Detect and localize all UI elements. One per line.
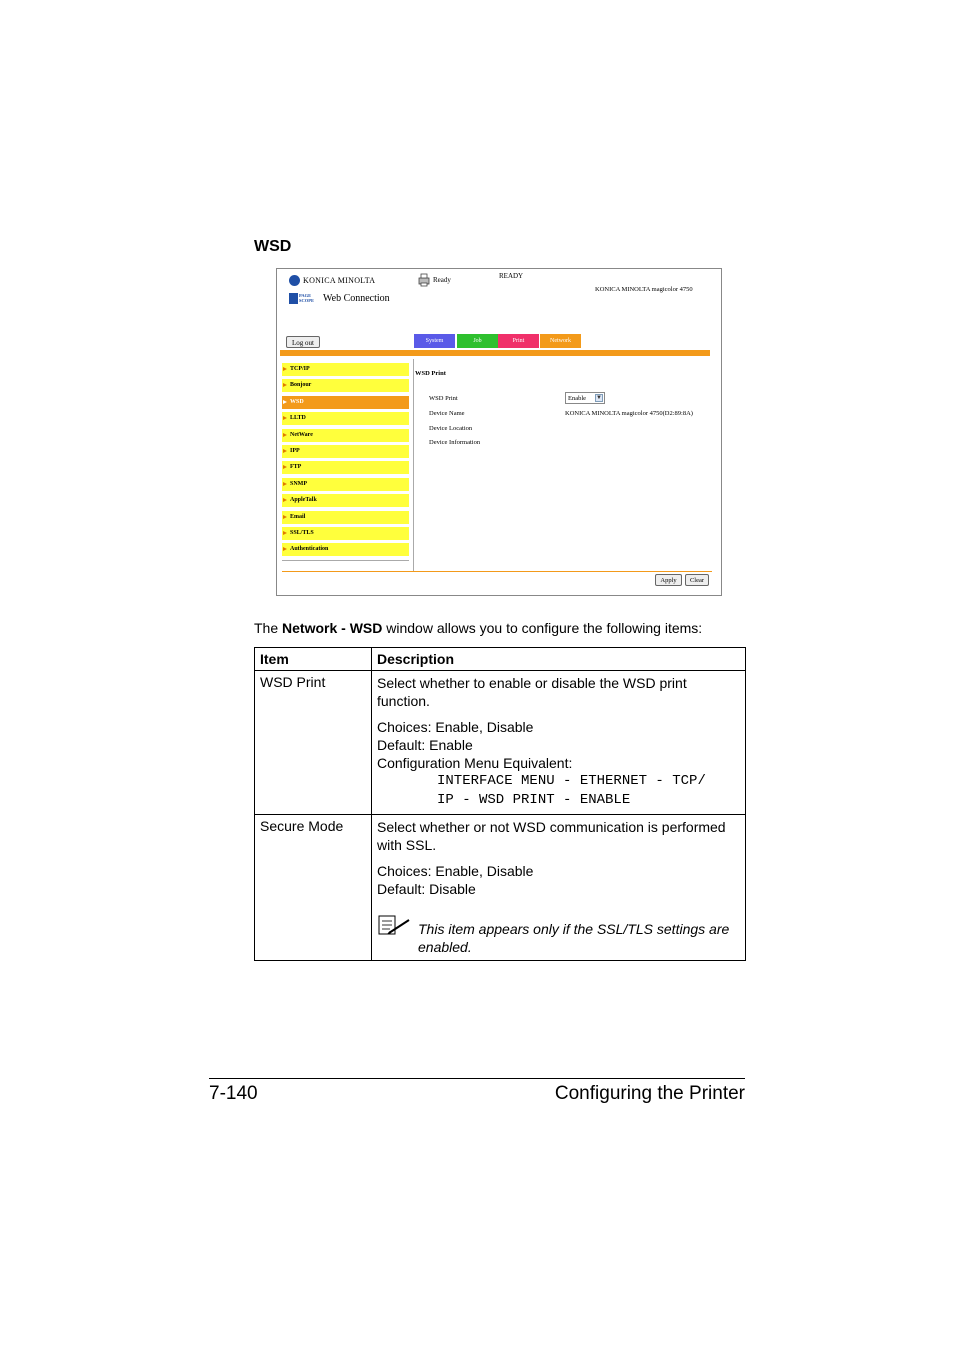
- panel-title: WSD Print: [415, 370, 446, 377]
- footer-bar: [282, 571, 712, 572]
- logout-button[interactable]: Log out: [286, 336, 320, 348]
- arrow-icon: [283, 465, 287, 469]
- sidebar-divider: [282, 560, 409, 561]
- sidebar-item-ftp[interactable]: FTP: [282, 461, 409, 474]
- sidebar-item-lltd[interactable]: LLTD: [282, 412, 409, 425]
- printer-status-icon: [417, 273, 431, 287]
- row-description: Select whether or not WSD communication is performed with SSL. Choices: Enable, Disable Default: Disable This item appears only if the SSL/TLS settings are enabled.: [372, 815, 746, 961]
- note: This item appears only if the SSL/TLS settings are enabled.: [377, 920, 740, 956]
- header-description: Description: [372, 648, 746, 671]
- sidebar-item-email[interactable]: Email: [282, 511, 409, 524]
- logo-text: KONICA MINOLTA: [303, 276, 376, 285]
- wsd-print-label: WSD Print: [429, 395, 458, 402]
- arrow-icon: [283, 531, 287, 535]
- arrow-icon: [283, 383, 287, 387]
- arrow-icon: [283, 449, 287, 453]
- tab-system[interactable]: System: [414, 334, 455, 348]
- tab-network[interactable]: Network: [540, 334, 581, 348]
- config-menu-path: INTERFACE MENU - ETHERNET - TCP/ IP - WSD PRINT - ENABLE: [437, 773, 706, 808]
- chevron-down-icon: ▼: [596, 395, 602, 401]
- intro-bold: Network - WSD: [282, 620, 383, 636]
- header-item: Item: [255, 648, 372, 671]
- wsd-print-select[interactable]: Enable ▼: [565, 392, 605, 404]
- sidebar-item-authentication[interactable]: Authentication: [282, 543, 409, 556]
- arrow-icon: [283, 433, 287, 437]
- arrow-icon: [283, 515, 287, 519]
- pagescope-small-text: PAGE SCOPE: [299, 293, 315, 303]
- sidebar-item-bonjour[interactable]: Bonjour: [282, 379, 409, 392]
- sidebar-item-ipp[interactable]: IPP: [282, 445, 409, 458]
- sidebar-item-appletalk[interactable]: AppleTalk: [282, 494, 409, 507]
- note-pencil-icon: [377, 914, 411, 936]
- status-ready: READY: [499, 272, 524, 280]
- sidebar-item-ssltls[interactable]: SSL/TLS: [282, 527, 409, 540]
- arrow-icon: [283, 367, 287, 371]
- arrow-icon: [283, 547, 287, 551]
- sidebar-item-wsd[interactable]: WSD: [282, 396, 409, 409]
- status-ready-small: Ready: [433, 276, 451, 284]
- row-item: WSD Print: [255, 671, 372, 815]
- settings-table: [254, 647, 746, 961]
- table-row: [255, 671, 746, 815]
- row-description: Select whether to enable or disable the WSD print function. Choices: Enable, Disable Default: Enable Configuration Menu Equivalent: INTERFACE MENU - ETHERNET - TCP/ IP - WSD PRINT - ENABLE: [372, 671, 746, 815]
- model-name: KONICA MINOLTA magicolor 4750: [595, 286, 693, 293]
- sidebar-item-snmp[interactable]: SNMP: [282, 478, 409, 491]
- footer-rule: [209, 1078, 745, 1079]
- chapter-title: Configuring the Printer: [554, 1083, 745, 1104]
- pagescope-logo-icon: [289, 293, 298, 304]
- device-name-value: KONICA MINOLTA magicolor 4750(D2:89:8A): [565, 410, 693, 417]
- sidebar-menu: [282, 363, 409, 560]
- konica-minolta-logo-icon: [289, 275, 300, 286]
- arrow-icon: [283, 400, 287, 404]
- sidebar-item-tcpip[interactable]: TCP/IP: [282, 363, 409, 376]
- row-item: Secure Mode: [255, 815, 372, 961]
- section-heading: WSD: [254, 238, 292, 255]
- sidebar-item-netware[interactable]: NetWare: [282, 429, 409, 442]
- panel-divider: [413, 359, 414, 571]
- device-name-label: Device Name: [429, 410, 465, 417]
- header-bar: [280, 350, 710, 356]
- arrow-icon: [283, 498, 287, 502]
- table-header-row: [255, 648, 746, 671]
- wsd-screenshot: [276, 268, 722, 596]
- apply-button[interactable]: Apply: [655, 574, 682, 586]
- tab-job[interactable]: Job: [457, 334, 498, 348]
- table-row: [255, 815, 746, 961]
- arrow-icon: [283, 416, 287, 420]
- device-information-label: Device Information: [429, 439, 481, 446]
- pagescope-title: Web Connection: [323, 293, 390, 304]
- tab-print[interactable]: Print: [498, 334, 539, 348]
- arrow-icon: [283, 482, 287, 486]
- intro-paragraph: The Network - WSD window allows you to configure the following items:: [254, 620, 703, 636]
- page-number: 7-140: [209, 1083, 258, 1104]
- device-location-label: Device Location: [429, 425, 473, 432]
- clear-button[interactable]: Clear: [685, 574, 709, 586]
